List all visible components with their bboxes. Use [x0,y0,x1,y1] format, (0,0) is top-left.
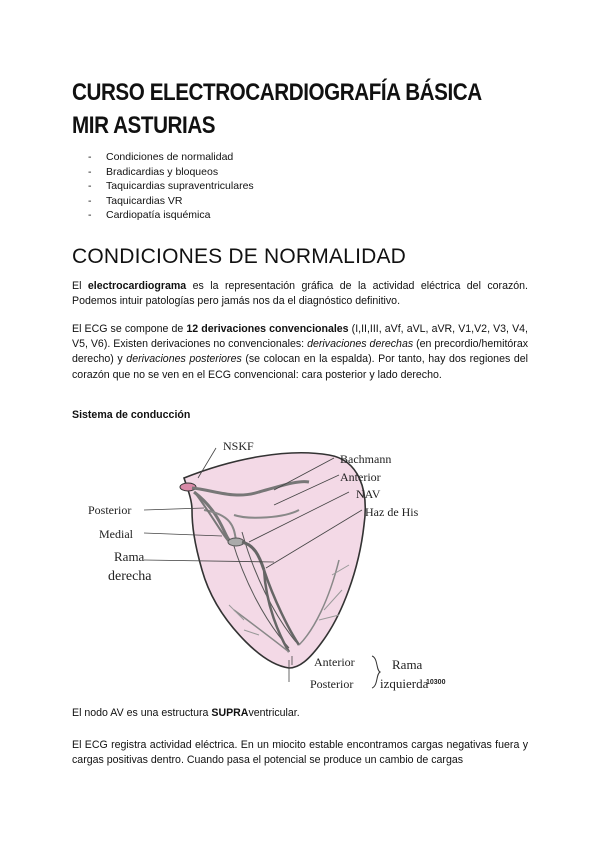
table-of-contents [88,150,254,223]
label-posterior-bottom: Posterior [310,677,354,691]
label-posterior-left: Posterior [88,503,132,517]
section-heading: CONDICIONES DE NORMALIDAD [72,245,407,268]
label-rama-izquierda-2: izquierda [380,676,429,691]
label-haz-de-his: Haz de His [365,505,419,519]
document-title [72,76,482,142]
label-nskf: NSKF [223,439,254,453]
toc-item: - Cardiopatía isquémica [88,209,211,222]
av-node [228,538,244,546]
label-rama-izquierda-1: Rama [392,657,423,672]
figure-number: 10300 [426,679,446,686]
paragraph-nodo-av: El nodo AV es una estructura SUPRAventricular. [72,707,300,719]
paragraph-actividad-electrica: El ECG registra actividad eléctrica. En un miocito estable encontramos cargas negativas fuera y cargas positivas dentro. Cuando pasa el potencial se produce un cambio de cargas [72,739,528,767]
paragraph-intro: El electrocardiograma es la representación gráfica de la actividad eléctrica del corazón. Podemos intuir patologías pero jamás nos da el diagnóstico definitivo. [72,280,528,308]
toc-item: - Bradicardias y bloqueos [88,165,219,178]
conduction-system-diagram [84,430,464,695]
title-line-1: CURSO ELECTROCARDIOGRAFÍA BÁSICA [72,79,482,106]
toc-item: - Condiciones de normalidad [88,151,234,163]
label-bachmann: Bachmann [340,452,392,466]
heart-outline [184,453,365,668]
label-anterior-top: Anterior [340,470,381,484]
label-medial: Medial [99,527,133,541]
label-rama-derecha-1: Rama [114,549,145,564]
title-line-2: MIR ASTURIAS [72,112,216,139]
toc-item: - Taquicardias VR [88,194,183,207]
toc-item: - Taquicardias supraventriculares [88,180,254,193]
label-anterior-bottom: Anterior [314,655,355,669]
label-rama-derecha-2: derecha [108,569,152,584]
subheading-sistema-conduccion: Sistema de conducción [72,409,191,421]
paragraph-derivaciones: El ECG se compone de 12 derivaciones convencionales (I,II,III, aVf, aVL, aVR, V1,V2, V3, V4, V5, V6). Existen derivaciones no convencionales: derivaciones derechas (en precordio/hemitórax derecho) y derivaciones posteriores (se colocan en la espalda). Por tanto, hay dos regiones del corazón que no se ven en el ECG convencional: cara posterior y lado derecho. [72,323,529,381]
label-nav: NAV [356,487,381,501]
